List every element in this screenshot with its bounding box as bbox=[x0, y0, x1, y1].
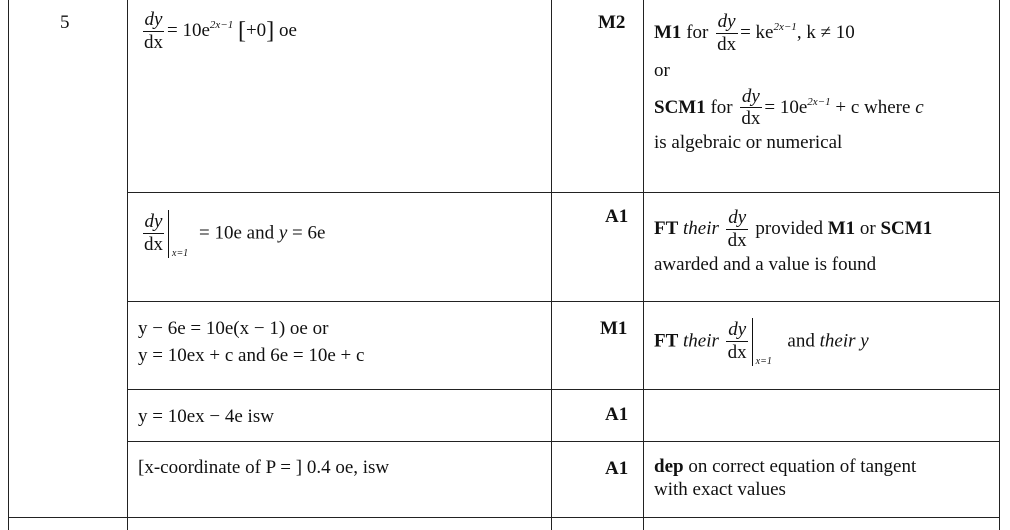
column-divider-answer bbox=[127, 0, 128, 530]
evaluation-bar: x=1 bbox=[168, 210, 199, 258]
table-border-left bbox=[8, 0, 9, 530]
guidance-row-1: M1 for $\frac{dy}{dx}$ = $ke^{2x-1}$, k ≠ 10 or SCM1 for $\frac{dy}{dx}$ = $10e^{2x-1} + c$ where c is algebraic or numerical bbox=[654, 11, 924, 154]
guidance-row-3: FT their $\frac{dy}{dx}$ x=1 and their y bbox=[654, 319, 869, 367]
question-number: 5 bbox=[60, 12, 70, 33]
mark-row-1: M2 bbox=[598, 12, 626, 33]
row-divider-4 bbox=[127, 441, 1000, 442]
answer-row-1: $\frac{dy}{dx}$ = $10e^{2x-1}$ [+0] oe bbox=[144, 9, 297, 53]
mark-row-4: A1 bbox=[605, 404, 629, 425]
table-bottom-border bbox=[8, 517, 1000, 518]
guidance-row-5: dep on correct equation of tangent with exact values bbox=[654, 456, 917, 500]
mark-row-5: A1 bbox=[605, 458, 629, 479]
answer-row-5: [x-coordinate of P = ] 0.4 oe, isw bbox=[138, 457, 390, 478]
guidance-row-2: FT their $\frac{dy}{dx}$ provided M1 or SCM1 awarded and a value is found bbox=[654, 207, 933, 275]
column-divider-marks bbox=[551, 0, 552, 530]
row-divider-3 bbox=[127, 389, 1000, 390]
mark-row-3: M1 bbox=[600, 318, 628, 339]
answer-row-3: y − 6e = 10e(x − 1) oe or y = 10ex + c and 6e = 10e + c bbox=[138, 318, 365, 366]
row-divider-2 bbox=[127, 301, 1000, 302]
answer-row-2: $\frac{dy}{dx}$ x=1 = 10e and y = 6e bbox=[144, 211, 326, 259]
column-divider-guidance bbox=[643, 0, 644, 530]
row-divider-1 bbox=[127, 192, 1000, 193]
derivative-fraction: $\frac{dy}{dx}$ bbox=[144, 9, 163, 53]
answer-row-4: y = 10ex − 4e isw bbox=[138, 406, 274, 427]
table-border-right bbox=[999, 0, 1000, 530]
mark-row-2: A1 bbox=[605, 206, 629, 227]
